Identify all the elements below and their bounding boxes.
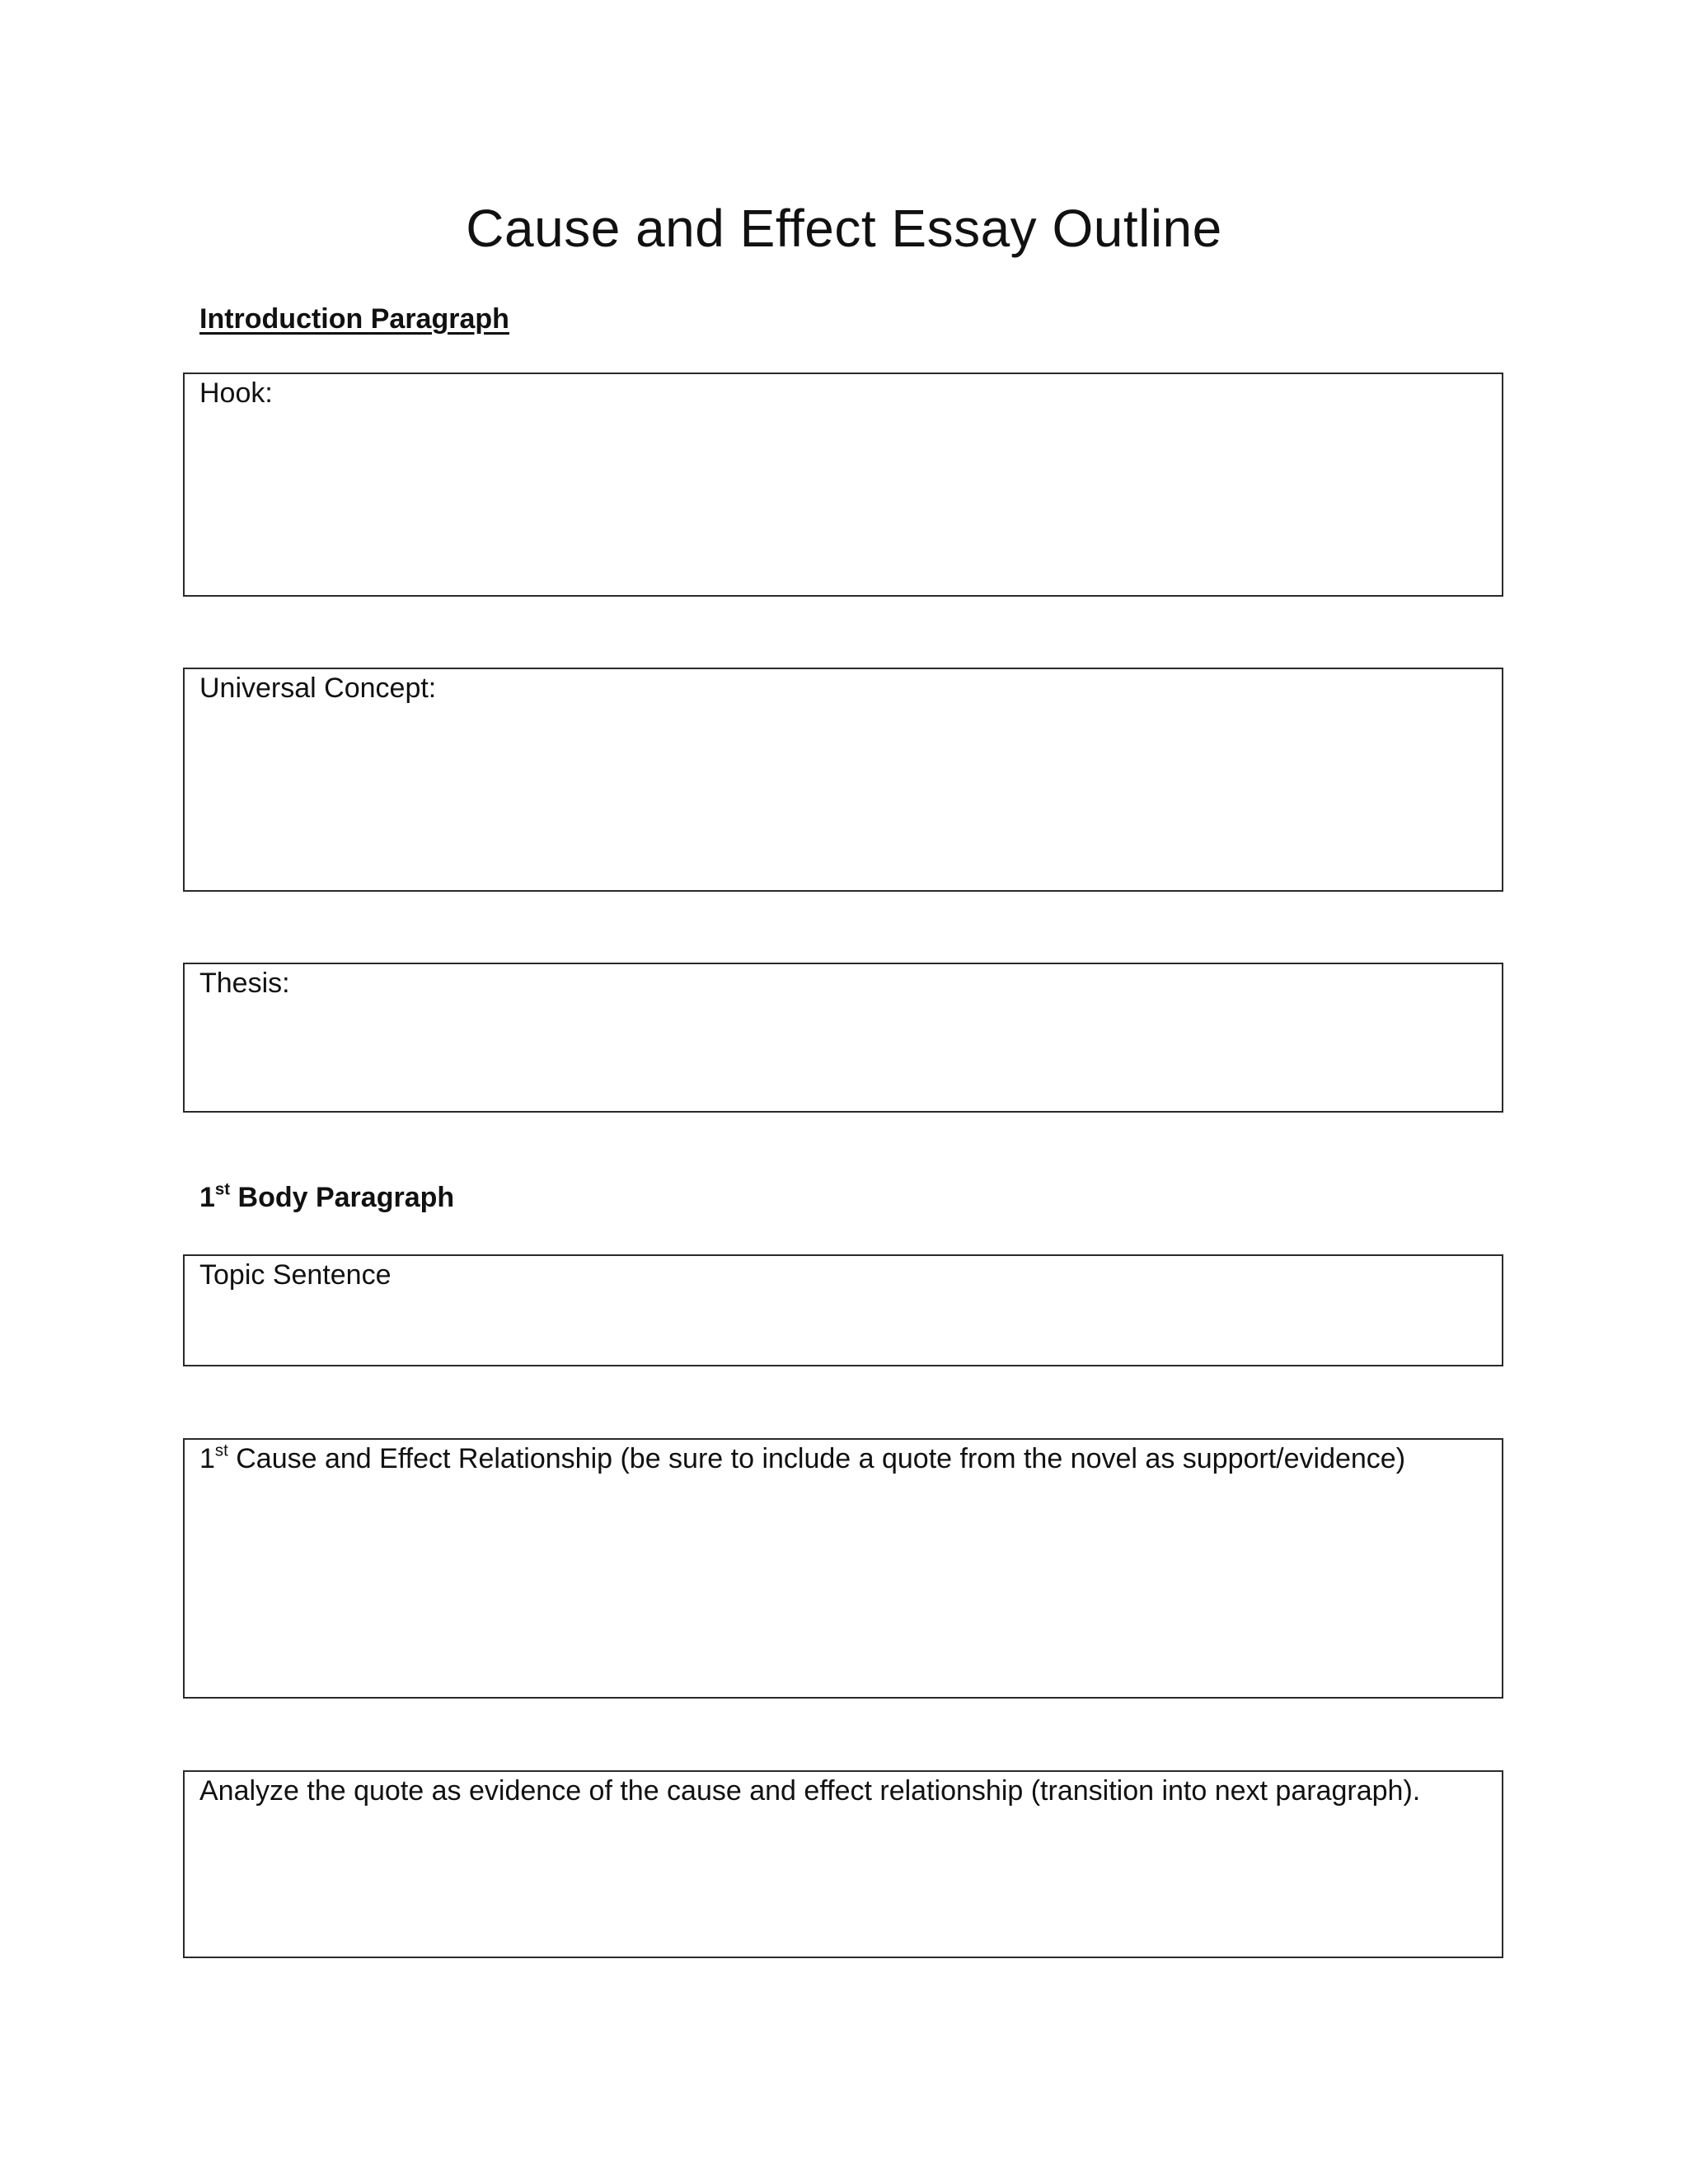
hook-label: Hook: <box>199 377 273 409</box>
thesis-box[interactable] <box>183 963 1503 1113</box>
cause-effect-text: Cause and Effect Relationship (be sure to include a quote from the novel as support/evidence) <box>236 1443 1406 1474</box>
body-heading-ordinal: st <box>214 1180 231 1199</box>
body-heading-number: 1 <box>199 1182 215 1213</box>
cause-effect-ordinal: st <box>214 1441 228 1460</box>
cause-effect-number: 1 <box>199 1443 215 1474</box>
introduction-heading: Introduction Paragraph <box>199 303 509 335</box>
topic-sentence-box[interactable] <box>183 1254 1503 1366</box>
universal-concept-box[interactable] <box>183 668 1503 892</box>
universal-concept-label: Universal Concept: <box>199 673 437 704</box>
analyze-quote-label: Analyze the quote as evidence of the cause and effect relationship (transition into next paragraph). <box>199 1775 1421 1807</box>
body-paragraph-1-heading <box>199 1182 454 1214</box>
hook-box[interactable] <box>183 373 1503 597</box>
page-title: Cause and Effect Essay Outline <box>466 199 1222 258</box>
thesis-label: Thesis: <box>199 968 290 999</box>
analyze-quote-box[interactable] <box>183 1770 1503 1958</box>
topic-sentence-label: Topic Sentence <box>199 1259 392 1291</box>
body-heading-text: Body Paragraph <box>237 1182 455 1213</box>
cause-effect-box[interactable] <box>183 1438 1503 1699</box>
cause-effect-label <box>199 1443 1405 1475</box>
